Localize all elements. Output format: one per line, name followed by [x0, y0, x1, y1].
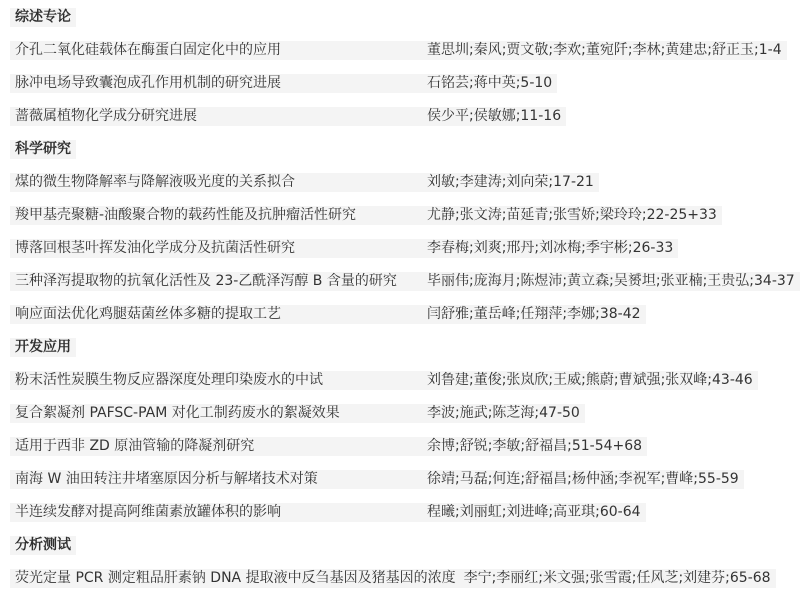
- article-authors-pages: 毕丽伟;庞海月;陈煜沛;黄立森;吴赟坦;张亚楠;王贵弘;34-37: [427, 273, 795, 289]
- article-row[interactable]: [10, 107, 566, 126]
- article-authors-pages: 石铭芸;蒋中英;5-10: [427, 75, 553, 91]
- article-row[interactable]: [10, 272, 800, 291]
- article-authors-pages: 刘鲁建;董俊;张岚欣;王威;熊蔚;曹斌强;张双峰;43-46: [427, 372, 753, 388]
- article-title[interactable]: 介孔二氧化硅载体在酶蛋白固定化中的应用: [15, 42, 281, 58]
- article-row[interactable]: [10, 206, 722, 225]
- article-row[interactable]: [10, 404, 585, 423]
- article-authors-pages: 余博;舒锐;李敏;舒福昌;51-54+68: [427, 438, 643, 454]
- article-row[interactable]: [10, 239, 678, 258]
- article-row[interactable]: [10, 470, 744, 489]
- article-title[interactable]: 粉末活性炭膜生物反应器深度处理印染废水的中试: [15, 372, 323, 388]
- article-title[interactable]: 半连续发酵对提高阿维菌素放罐体积的影响: [15, 504, 281, 520]
- article-title[interactable]: 复合絮凝剂 PAFSC-PAM 对化工制药废水的絮凝效果: [15, 405, 340, 421]
- article-authors-pages: 程曦;刘丽虹;刘进峰;高亚琪;60-64: [427, 504, 641, 520]
- article-title[interactable]: 羧甲基壳聚糖-油酸聚合物的载药性能及抗肿瘤活性研究: [15, 207, 357, 223]
- article-title[interactable]: 博落回根茎叶挥发油化学成分及抗菌活性研究: [15, 240, 295, 256]
- article-authors-pages: 李波;施武;陈芝海;47-50: [427, 405, 580, 421]
- section-header-research: 科学研究: [10, 140, 76, 159]
- article-authors-pages: 李春梅;刘爽;邢丹;刘冰梅;季宇彬;26-33: [427, 240, 674, 256]
- article-row[interactable]: [10, 74, 557, 93]
- article-title[interactable]: 脉冲电场导致囊泡成孔作用机制的研究进展: [15, 75, 281, 91]
- article-title[interactable]: 蔷薇属植物化学成分研究进展: [15, 108, 197, 124]
- article-row[interactable]: [10, 41, 787, 60]
- journal-toc: [10, 8, 795, 588]
- article-title[interactable]: 南海 W 油田转注井堵塞原因分析与解堵技术对策: [15, 471, 318, 487]
- article-row[interactable]: [10, 503, 646, 522]
- article-authors-pages: 侯少平;侯敏娜;11-16: [427, 108, 562, 124]
- article-row[interactable]: [10, 437, 647, 456]
- article-row[interactable]: [10, 569, 776, 588]
- article-title[interactable]: 响应面法优化鸡腿菇菌丝体多糖的提取工艺: [15, 306, 281, 322]
- section-header-reviews: 综述专论: [10, 8, 76, 27]
- article-authors-pages: 刘敏;李建涛;刘向荣;17-21: [427, 174, 594, 190]
- article-title[interactable]: 适用于西非 ZD 原油管输的降凝剂研究: [15, 438, 255, 454]
- article-authors-pages: 徐靖;马磊;何连;舒福昌;杨仲涵;李祝军;曹峰;55-59: [427, 471, 739, 487]
- article-title[interactable]: 荧光定量 PCR 测定粗品肝素钠 DNA 提取液中反刍基因及猪基因的浓度: [15, 570, 456, 586]
- article-authors-pages: 尤静;张文涛;苗延青;张雪娇;梁玲玲;22-25+33: [427, 207, 717, 223]
- article-row[interactable]: [10, 371, 758, 390]
- article-row[interactable]: [10, 305, 646, 324]
- article-row[interactable]: [10, 173, 599, 192]
- article-title[interactable]: 三种泽泻提取物的抗氧化活性及 23-乙酰泽泻醇 B 含量的研究: [15, 273, 397, 289]
- article-authors-pages: 李宁;李丽红;米文强;张雪霞;任风芝;刘建芬;65-68: [463, 570, 771, 586]
- article-authors-pages: 董思圳;秦风;贾文敬;李欢;董宛阡;李林;黄建忠;舒正玉;1-4: [427, 42, 782, 58]
- article-title[interactable]: 煤的微生物降解率与降解液吸光度的关系拟合: [15, 174, 295, 190]
- section-header-applications: 开发应用: [10, 338, 76, 357]
- article-authors-pages: 闫舒雅;董岳峰;任翔萍;李娜;38-42: [427, 306, 641, 322]
- section-header-analysis: 分析测试: [10, 536, 76, 555]
